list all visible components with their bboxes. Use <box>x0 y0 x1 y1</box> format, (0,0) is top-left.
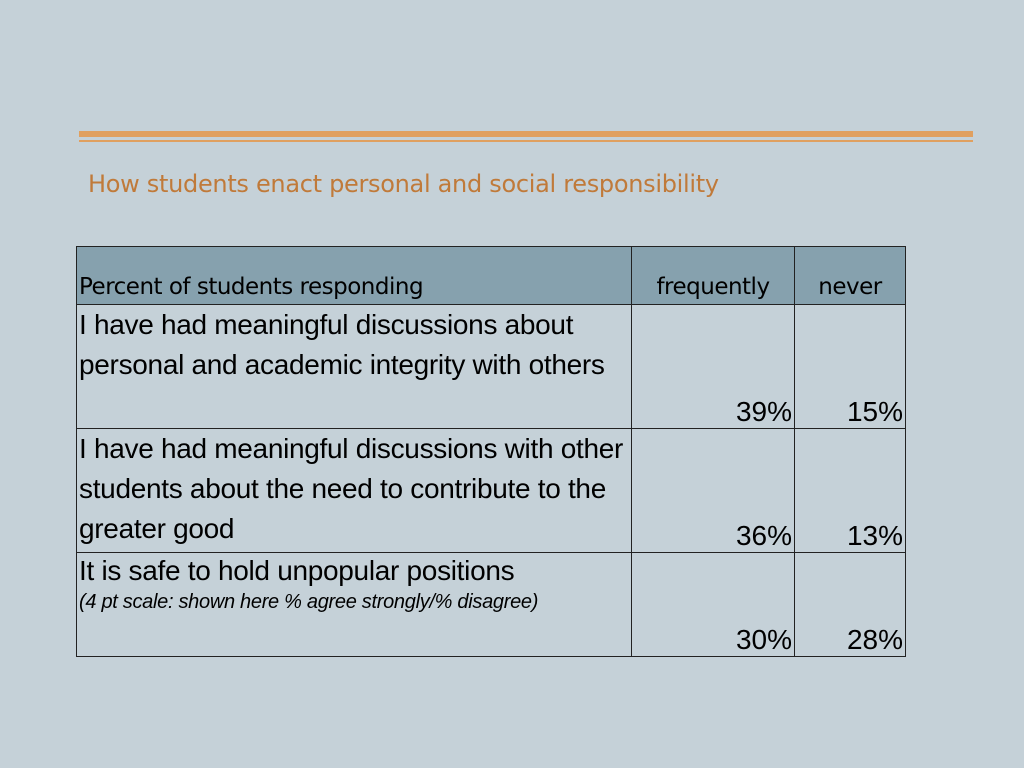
frequently-value: 39% <box>632 305 795 429</box>
question-cell: I have had meaningful discussions with other students about the need to contribute to the greater good <box>77 429 632 553</box>
slide-title: How students enact personal and social responsibility <box>88 170 719 198</box>
frequently-value: 30% <box>632 553 795 657</box>
decorative-rule-thin <box>79 140 973 142</box>
question-cell: I have had meaningful discussions about personal and academic integrity with others <box>77 305 632 429</box>
header-question: Percent of students responding <box>77 247 632 305</box>
survey-table <box>76 246 906 657</box>
question-cell <box>77 553 632 657</box>
table-row <box>77 305 906 429</box>
table-header-row <box>77 247 906 305</box>
decorative-rule-thick <box>79 131 973 137</box>
never-value: 13% <box>795 429 906 553</box>
table-row <box>77 553 906 657</box>
question-text: It is safe to hold unpopular positions <box>79 555 515 586</box>
frequently-value: 36% <box>632 429 795 553</box>
header-frequently: frequently <box>632 247 795 305</box>
never-value: 28% <box>795 553 906 657</box>
table-row <box>77 429 906 553</box>
question-note: (4 pt scale: shown here % agree strongly/% disagree) <box>79 591 539 613</box>
never-value: 15% <box>795 305 906 429</box>
header-never: never <box>795 247 906 305</box>
